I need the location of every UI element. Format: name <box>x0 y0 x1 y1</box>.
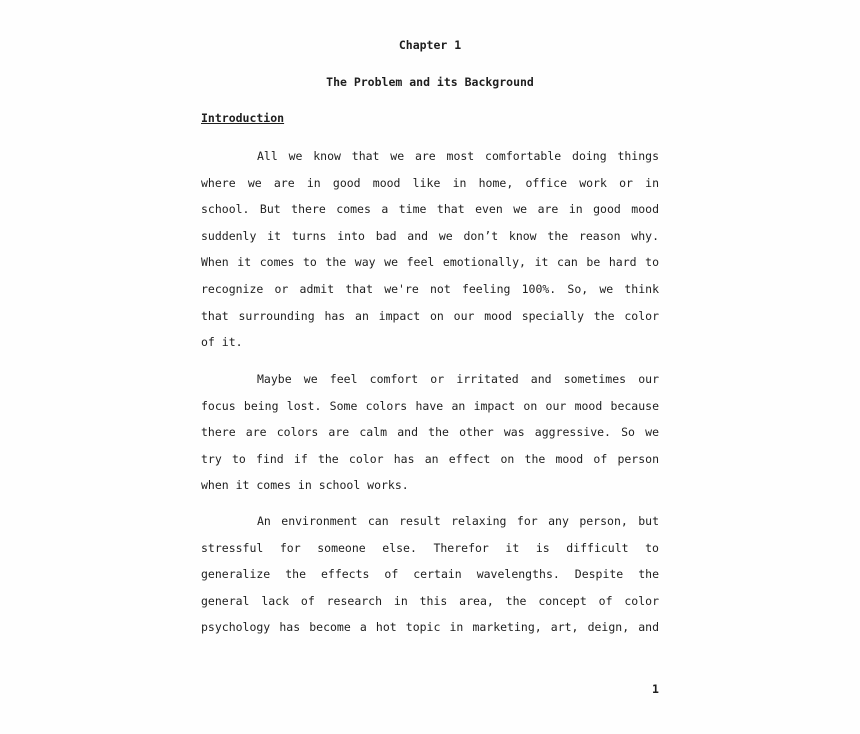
paragraph-line: try to find if the color has an effect on the mood of person <box>201 451 659 466</box>
paragraph-line: general lack of research in this area, the concept of color <box>201 593 659 608</box>
paragraph-line: focus being lost. Some colors have an impact on our mood because <box>201 398 659 413</box>
paragraph-2 <box>201 366 659 499</box>
paragraph-3 <box>201 508 659 641</box>
paragraph-line: stressful for someone else. Therefor it is difficult to <box>201 540 659 555</box>
paragraph-1 <box>201 143 659 356</box>
paragraph-line: An environment can result relaxing for any person, but <box>257 514 659 528</box>
paragraph-line: Maybe we feel comfort or irritated and sometimes our <box>257 372 659 386</box>
paragraph-line: of it. <box>201 335 243 350</box>
paragraph-line: All we know that we are most comfortable doing things <box>257 149 659 163</box>
paragraph-line: generalize the effects of certain wavelengths. Despite the <box>201 567 659 582</box>
paragraph-line: When it comes to the way we feel emotionally, it can be hard to <box>201 255 659 270</box>
paragraph-line: school. But there comes a time that even we are in good mood <box>201 202 659 217</box>
paragraph-line: that surrounding has an impact on our mood specially the color <box>201 308 659 323</box>
paragraph-line: recognize or admit that we're not feeling 100%. So, we think <box>201 281 659 296</box>
paragraph-line: when it comes in school works. <box>201 478 409 493</box>
paragraph-line: suddenly it turns into bad and we don’t know the reason why. <box>201 228 659 243</box>
chapter-label: Chapter 1 <box>398 38 462 52</box>
section-heading: Introduction <box>201 111 285 125</box>
page-number: 1 <box>652 682 659 696</box>
paragraph-line: there are colors are calm and the other was aggressive. So we <box>201 425 659 440</box>
paragraph-line: psychology has become a hot topic in marketing, art, deign, and <box>201 620 659 635</box>
chapter-title: The Problem and its Background <box>326 75 534 89</box>
paragraph-line: where we are in good mood like in home, office work or in <box>201 175 659 190</box>
